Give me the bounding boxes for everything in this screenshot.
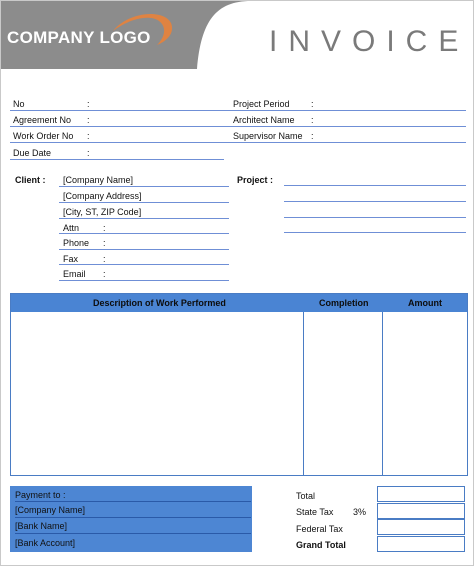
company-logo: COMPANY LOGO <box>7 28 151 47</box>
divider <box>15 501 251 502</box>
col-description: Description of Work Performed <box>93 298 226 308</box>
payment-bank-account: [Bank Account] <box>15 538 76 548</box>
federal-tax-field[interactable] <box>377 519 465 535</box>
client-label <box>15 173 65 187</box>
field-label: Project Period <box>233 99 290 109</box>
field-colon: : <box>87 115 90 125</box>
field-project-period <box>233 97 463 111</box>
client-label-text: Client : <box>15 175 46 185</box>
divider <box>59 233 229 234</box>
total-label: Total <box>296 491 316 501</box>
state-tax-rate: 3% <box>353 507 367 517</box>
divider <box>59 280 229 281</box>
state-tax-field[interactable] <box>377 503 465 519</box>
divider <box>59 218 229 219</box>
field-label: Agreement No <box>13 115 72 125</box>
divider <box>15 517 251 518</box>
client-company-address-text: [Company Address] <box>63 191 142 201</box>
field-work-order-no <box>13 129 223 143</box>
divider <box>10 159 224 160</box>
field-supervisor-name <box>233 129 463 143</box>
field-colon: : <box>87 131 90 141</box>
field-architect-name <box>233 113 463 127</box>
client-phone <box>63 236 229 250</box>
divider <box>59 186 229 187</box>
divider <box>10 142 466 143</box>
client-company-name <box>63 173 229 187</box>
column-divider <box>382 312 383 475</box>
field-colon: : <box>103 223 106 233</box>
client-email <box>63 267 229 281</box>
field-colon: : <box>87 99 90 109</box>
client-company-name-text: [Company Name] <box>63 175 134 185</box>
client-phone-label: Phone <box>63 238 90 248</box>
payment-title: Payment to : <box>15 490 66 500</box>
field-label: Supervisor Name <box>233 131 303 141</box>
field-agreement-no <box>13 113 223 127</box>
field-label: Due Date <box>13 148 52 158</box>
field-label: No <box>13 99 25 109</box>
field-colon: : <box>311 131 314 141</box>
client-email-label: Email <box>63 269 86 279</box>
divider <box>284 185 466 186</box>
col-amount: Amount <box>408 298 442 308</box>
client-fax-label: Fax <box>63 254 79 264</box>
divider <box>10 126 466 127</box>
grand-total-label: Grand Total <box>296 540 346 550</box>
field-colon: : <box>87 148 90 158</box>
payment-company-name: [Company Name] <box>15 505 86 515</box>
state-tax-label: State Tax <box>296 507 334 517</box>
divider <box>59 264 229 265</box>
field-colon: : <box>311 115 314 125</box>
client-attn-label: Attn <box>63 223 80 233</box>
divider <box>284 217 466 218</box>
project-label <box>237 173 287 187</box>
payment-bank-name: [Bank Name] <box>15 521 68 531</box>
col-completion: Completion <box>319 298 369 308</box>
work-table <box>10 293 468 476</box>
federal-tax-label: Federal Tax <box>296 524 343 534</box>
divider <box>284 201 466 202</box>
field-colon: : <box>103 238 106 248</box>
grand-total-field[interactable] <box>377 536 465 552</box>
field-due-date <box>13 146 223 160</box>
total-field[interactable] <box>377 486 465 502</box>
divider <box>59 249 229 250</box>
client-company-address <box>63 189 229 203</box>
work-table-header <box>11 294 467 312</box>
column-divider <box>303 312 304 475</box>
divider <box>10 110 466 111</box>
invoice-title: INVOICE <box>269 25 470 58</box>
field-colon: : <box>311 99 314 109</box>
field-colon: : <box>103 254 106 264</box>
divider <box>284 232 466 233</box>
field-label: Architect Name <box>233 115 295 125</box>
field-colon: : <box>103 269 106 279</box>
client-city-text: [City, ST, ZIP Code] <box>63 207 142 217</box>
divider <box>15 533 251 534</box>
divider <box>59 202 229 203</box>
field-no <box>13 97 223 111</box>
project-label-text: Project : <box>237 175 274 185</box>
payment-box <box>10 486 252 552</box>
client-city <box>63 205 229 219</box>
field-label: Work Order No <box>13 131 74 141</box>
